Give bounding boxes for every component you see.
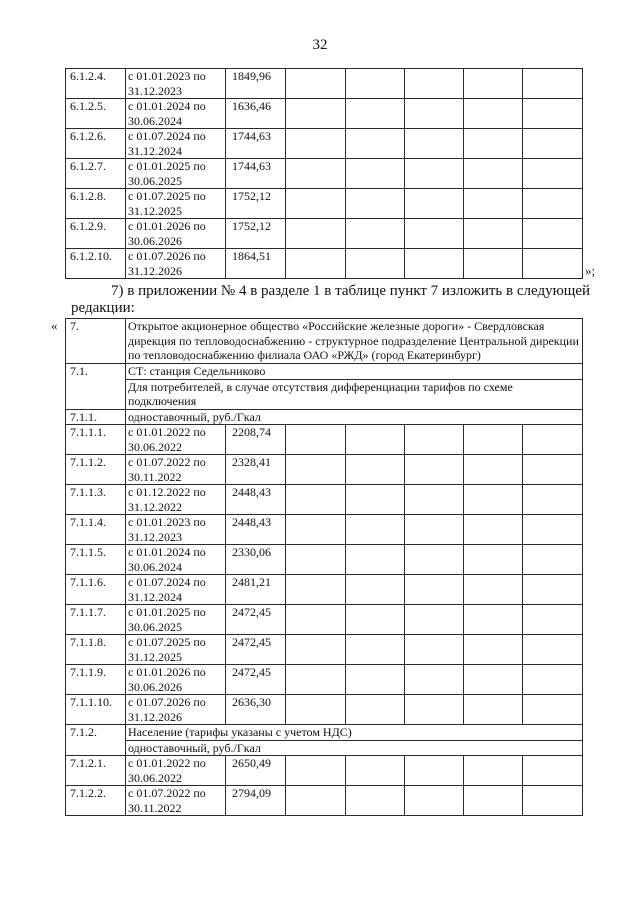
empty-cell	[523, 485, 583, 515]
rate-type: одноставочный, руб./Гкал	[126, 409, 583, 425]
table-row	[66, 635, 583, 665]
table-row	[66, 129, 583, 159]
row-id: 7.1.1.8.	[66, 635, 126, 665]
row-id: 7.1.1.	[66, 409, 126, 425]
period-end: 31.12.2023	[128, 529, 182, 544]
empty-cell	[346, 219, 405, 249]
tariff-value: 1744,63	[226, 129, 286, 159]
period-cell	[126, 69, 226, 99]
period-cell	[126, 605, 226, 635]
tariff-value: 1636,46	[226, 99, 286, 129]
empty-cell	[286, 756, 346, 786]
row-id: 7.1.1.5.	[66, 545, 126, 575]
tariff-value: 1849,96	[226, 69, 286, 99]
empty-cell	[346, 665, 405, 695]
period-cell	[126, 249, 226, 279]
period-start: с 01.01.2022 по	[128, 425, 206, 439]
row-id: 6.1.2.10.	[66, 249, 126, 279]
empty-cell	[464, 129, 523, 159]
opening-quote-mark: «	[51, 318, 58, 333]
empty-cell	[405, 129, 464, 159]
empty-cell	[346, 515, 405, 545]
period-cell	[126, 786, 226, 816]
period-end: 30.06.2025	[128, 173, 182, 188]
period-start: с 01.01.2023 по	[128, 515, 206, 529]
empty-cell	[523, 455, 583, 485]
empty-cell	[464, 159, 523, 189]
table-row-rate-type	[66, 409, 583, 425]
row-id: 7.1.1.6.	[66, 575, 126, 605]
row-id: 7.	[66, 319, 126, 364]
period-start: с 01.07.2024 по	[128, 575, 206, 589]
tariff-value: 2208,74	[226, 425, 286, 455]
table-row	[66, 425, 583, 455]
period-start: с 01.01.2026 по	[128, 665, 206, 679]
tariff-value: 2448,43	[226, 515, 286, 545]
empty-cell	[286, 99, 346, 129]
period-end: 30.06.2025	[128, 619, 182, 634]
tariff-value: 2448,43	[226, 485, 286, 515]
empty-cell	[286, 69, 346, 99]
tariff-value: 1744,63	[226, 159, 286, 189]
empty-cell	[346, 159, 405, 189]
table-row	[66, 99, 583, 129]
empty-cell	[286, 786, 346, 816]
period-start: с 01.01.2025 по	[128, 605, 206, 619]
empty-cell	[286, 545, 346, 575]
empty-cell	[346, 786, 405, 816]
period-start: с 01.12.2022 по	[128, 485, 206, 499]
table-row	[66, 249, 583, 279]
empty-cell	[464, 69, 523, 99]
empty-cell	[523, 425, 583, 455]
empty-cell	[346, 545, 405, 575]
table-row	[66, 69, 583, 99]
empty-cell	[523, 249, 583, 279]
rate-type: одноставочный, руб./Гкал	[126, 740, 583, 756]
empty-cell	[286, 189, 346, 219]
row-id: 7.1.2.1.	[66, 756, 126, 786]
empty-cell	[286, 455, 346, 485]
empty-cell	[523, 99, 583, 129]
empty-cell	[346, 695, 405, 725]
empty-cell	[405, 695, 464, 725]
period-end: 31.12.2025	[128, 649, 182, 664]
table-row	[66, 575, 583, 605]
empty-cell	[464, 455, 523, 485]
empty-cell	[405, 635, 464, 665]
amendment-instruction: 7) в приложении № 4 в разделе 1 в таблице пункт 7 изложить в следующей редакции:	[71, 283, 591, 316]
row-id: 7.1.2.	[66, 725, 126, 756]
period-end: 30.06.2024	[128, 559, 182, 574]
empty-cell	[405, 159, 464, 189]
period-cell	[126, 485, 226, 515]
empty-cell	[523, 605, 583, 635]
empty-cell	[286, 159, 346, 189]
station-name: СТ: станция Седельниково	[126, 364, 583, 380]
period-start: с 01.07.2022 по	[128, 455, 206, 469]
period-start: с 01.07.2024 по	[128, 129, 206, 143]
period-end: 30.06.2026	[128, 233, 182, 248]
empty-cell	[346, 69, 405, 99]
empty-cell	[523, 665, 583, 695]
table-row-station	[66, 364, 583, 380]
row-id: 7.1.1.9.	[66, 665, 126, 695]
tariff-table-item-7	[65, 318, 583, 816]
empty-cell	[346, 189, 405, 219]
period-start: с 01.01.2024 по	[128, 99, 206, 113]
empty-cell	[346, 249, 405, 279]
empty-cell	[286, 635, 346, 665]
period-start: с 01.01.2026 по	[128, 219, 206, 233]
tariff-value: 2472,45	[226, 605, 286, 635]
empty-cell	[286, 249, 346, 279]
period-cell	[126, 455, 226, 485]
period-cell	[126, 695, 226, 725]
period-start: с 01.01.2023 по	[128, 69, 206, 83]
empty-cell	[523, 756, 583, 786]
empty-cell	[405, 219, 464, 249]
row-id: 7.1.1.4.	[66, 515, 126, 545]
period-cell	[126, 159, 226, 189]
period-end: 31.12.2024	[128, 143, 182, 158]
row-id: 6.1.2.8.	[66, 189, 126, 219]
empty-cell	[464, 425, 523, 455]
table-row	[66, 786, 583, 816]
tariff-value: 2650,49	[226, 756, 286, 786]
tariff-table-continued	[65, 68, 583, 279]
period-end: 31.12.2026	[128, 709, 182, 724]
empty-cell	[464, 99, 523, 129]
empty-cell	[523, 545, 583, 575]
tariff-value: 2472,45	[226, 665, 286, 695]
empty-cell	[405, 665, 464, 695]
table-row-header	[66, 319, 583, 364]
period-cell	[126, 425, 226, 455]
empty-cell	[464, 756, 523, 786]
table-row-rate-type	[66, 740, 583, 756]
table-row	[66, 189, 583, 219]
tariff-value: 2481,21	[226, 575, 286, 605]
empty-cell	[523, 695, 583, 725]
period-start: с 01.07.2025 по	[128, 189, 206, 203]
empty-cell	[405, 425, 464, 455]
empty-cell	[346, 99, 405, 129]
empty-cell	[405, 69, 464, 99]
row-id: 7.1.2.2.	[66, 786, 126, 816]
empty-cell	[405, 189, 464, 219]
empty-cell	[464, 515, 523, 545]
row-id: 6.1.2.6.	[66, 129, 126, 159]
empty-cell	[405, 605, 464, 635]
empty-cell	[346, 129, 405, 159]
period-end: 30.06.2022	[128, 770, 182, 785]
empty-cell	[405, 786, 464, 816]
page-number: 32	[312, 37, 328, 53]
row-id: 7.1.1.1.	[66, 425, 126, 455]
row-id: 7.1.1.10.	[66, 695, 126, 725]
empty-cell	[346, 756, 405, 786]
period-end: 30.06.2026	[128, 679, 182, 694]
period-cell	[126, 219, 226, 249]
tariff-value: 2328,41	[226, 455, 286, 485]
tariff-value: 1752,12	[226, 189, 286, 219]
row-id: 7.1.	[66, 364, 126, 410]
empty-cell	[523, 69, 583, 99]
empty-cell	[464, 545, 523, 575]
table-row	[66, 545, 583, 575]
empty-cell	[523, 219, 583, 249]
empty-cell	[464, 665, 523, 695]
table-row	[66, 665, 583, 695]
period-cell	[126, 756, 226, 786]
empty-cell	[346, 425, 405, 455]
empty-cell	[464, 635, 523, 665]
table-row-population	[66, 725, 583, 741]
period-end: 30.11.2022	[128, 800, 182, 815]
empty-cell	[286, 605, 346, 635]
empty-cell	[286, 695, 346, 725]
empty-cell	[405, 249, 464, 279]
period-cell	[126, 189, 226, 219]
period-cell	[126, 129, 226, 159]
row-id: 6.1.2.7.	[66, 159, 126, 189]
table-row	[66, 219, 583, 249]
empty-cell	[523, 635, 583, 665]
consumers-description: Для потребителей, в случае отсутствия дифференциации тарифов по схеме подключения	[126, 379, 583, 409]
table-row	[66, 485, 583, 515]
empty-cell	[523, 515, 583, 545]
empty-cell	[464, 219, 523, 249]
empty-cell	[286, 575, 346, 605]
period-start: с 01.07.2026 по	[128, 695, 206, 709]
table-row	[66, 515, 583, 545]
period-end: 30.11.2022	[128, 469, 182, 484]
empty-cell	[523, 189, 583, 219]
period-end: 31.12.2025	[128, 203, 182, 218]
tariff-value: 2794,09	[226, 786, 286, 816]
period-end: 31.12.2024	[128, 589, 182, 604]
row-id: 7.1.1.2.	[66, 455, 126, 485]
empty-cell	[464, 695, 523, 725]
period-end: 30.06.2022	[128, 439, 182, 454]
empty-cell	[286, 129, 346, 159]
empty-cell	[405, 756, 464, 786]
empty-cell	[286, 515, 346, 545]
empty-cell	[405, 545, 464, 575]
population-label: Население (тарифы указаны с учетом НДС)	[126, 725, 583, 741]
empty-cell	[464, 189, 523, 219]
empty-cell	[464, 786, 523, 816]
period-cell	[126, 635, 226, 665]
period-cell	[126, 515, 226, 545]
empty-cell	[346, 605, 405, 635]
empty-cell	[346, 485, 405, 515]
tariff-value: 2330,06	[226, 545, 286, 575]
period-cell	[126, 665, 226, 695]
closing-quote-mark: »;	[585, 263, 596, 278]
empty-cell	[286, 485, 346, 515]
table-row	[66, 159, 583, 189]
period-end: 31.12.2022	[128, 499, 182, 514]
period-end: 30.06.2024	[128, 113, 182, 128]
empty-cell	[464, 575, 523, 605]
empty-cell	[405, 455, 464, 485]
period-start: с 01.07.2025 по	[128, 635, 206, 649]
empty-cell	[405, 485, 464, 515]
tariff-value: 2636,30	[226, 695, 286, 725]
period-cell	[126, 99, 226, 129]
tariff-value: 1752,12	[226, 219, 286, 249]
tariff-value: 2472,45	[226, 635, 286, 665]
empty-cell	[523, 159, 583, 189]
period-cell	[126, 545, 226, 575]
empty-cell	[286, 665, 346, 695]
period-start: с 01.01.2024 по	[128, 545, 206, 559]
empty-cell	[405, 99, 464, 129]
empty-cell	[464, 605, 523, 635]
empty-cell	[405, 575, 464, 605]
row-id: 6.1.2.5.	[66, 99, 126, 129]
period-start: с 01.01.2025 по	[128, 159, 206, 173]
empty-cell	[346, 455, 405, 485]
empty-cell	[405, 515, 464, 545]
period-start: с 01.01.2022 по	[128, 756, 206, 770]
row-id: 6.1.2.9.	[66, 219, 126, 249]
period-cell	[126, 575, 226, 605]
table-row	[66, 605, 583, 635]
row-id: 6.1.2.4.	[66, 69, 126, 99]
empty-cell	[523, 786, 583, 816]
period-start: с 01.07.2026 по	[128, 249, 206, 263]
table-row	[66, 756, 583, 786]
empty-cell	[523, 129, 583, 159]
table-row-consumers	[66, 379, 583, 409]
empty-cell	[286, 219, 346, 249]
period-start: с 01.07.2022 по	[128, 786, 206, 800]
empty-cell	[464, 485, 523, 515]
period-end: 31.12.2023	[128, 83, 182, 98]
empty-cell	[523, 575, 583, 605]
empty-cell	[346, 575, 405, 605]
table-row	[66, 695, 583, 725]
empty-cell	[346, 635, 405, 665]
organization-name: Открытое акционерное общество «Российские железные дороги» - Свердловская дирекция по тепловодоснабжению - структурное подразделение Центральной дирекции по тепловодоснабжению филиала ОАО «РЖД» (город Екатеринбург)	[126, 319, 583, 364]
empty-cell	[286, 425, 346, 455]
period-end: 31.12.2026	[128, 263, 182, 278]
table-row	[66, 455, 583, 485]
tariff-value: 1864,51	[226, 249, 286, 279]
empty-cell	[464, 249, 523, 279]
row-id: 7.1.1.7.	[66, 605, 126, 635]
row-id: 7.1.1.3.	[66, 485, 126, 515]
